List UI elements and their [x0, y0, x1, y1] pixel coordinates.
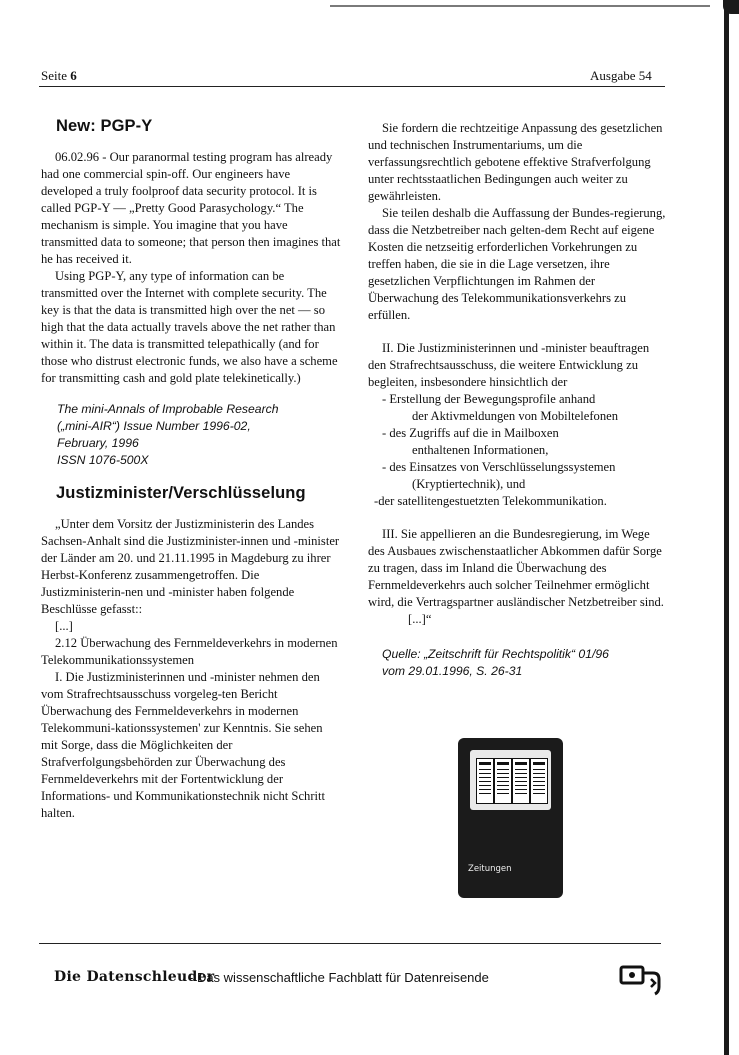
list-item: - Erstellung der Bewegungsprofile anhand [382, 392, 596, 406]
citation [57, 401, 341, 469]
source-citation [382, 646, 668, 680]
scan-right-edge [724, 0, 729, 1055]
right-column [368, 120, 668, 680]
paragraph: III. Sie appellieren an die Bundesregierung, im Wege des Ausbaues zwischenstaatlicher Abkommen dafür Sorge zu tragen, dass im Inland die Überwachung des Fernmeldeverkehrs auch solcher Teilnehmer ermöglicht wird, die Vertragspartner ausländischer Netzbetreiber sind. [368, 527, 664, 609]
article-title-pgp-y: New: PGP-Y [56, 117, 153, 135]
scan-corner-mark [723, 0, 739, 14]
citation-line: February, 1996 [57, 436, 139, 450]
paragraph: I. Die Justizministerinnen und -minister nehmen den vom Strafrechtsausschuss vorgeleg-ten Bericht Überwachung des Fernmeldeverkehrs in modernen Telekommuni-kationssystemen' zur Kenntnis. Sie sehen mit Sorge, dass die Möglichkeiten der Strafverfolgungsbehörden zur Überwachung des Fernmeldeverkehrs mit der Fortentwicklung der Informations- und Kommunikationstechnik nicht Schritt halten. [41, 670, 326, 820]
citation-line: ISSN 1076-500X [57, 453, 149, 467]
paragraph: 06.02.96 - Our paranormal testing program has already had one commercial spin-off. Our engineers have developed a truly foolproof data security protocol. It is called PGP-Y — „Pretty Good Parasychology.“ The mechanism is simple. You imagine that you have transmitted data to someone; that person then imagines that he has received it. [41, 150, 341, 266]
paragraph: II. Die Justizministerinnen und -minister beauftragen den Strafrechtsausschuss, die weitere Entwicklung zu begleiten, insbesondere hinsichtlich der [368, 341, 650, 389]
icon-label: Zeitungen [468, 864, 512, 874]
paragraph: 2.12 Überwachung des Fernmeldeverkehrs in modernen Telekommunikationssystemen [41, 636, 338, 667]
list-item-continuation: (Kryptiertechnik), und [412, 477, 526, 491]
zeitungen-icon[interactable] [458, 738, 563, 898]
paragraph: Using PGP-Y, any type of information can be transmitted over the Internet with complete security. The key is that the data is transmitted high over the net — so high that the data actually travels above the net rather than within it. The data is transmitted telepathically (and for those who distrust electronic funds, we also have a scheme for transmitting cash and gold plate telekinetically.) [41, 269, 338, 385]
footer-tagline: - Das wissenschaftliche Fachblatt für Datenreisende [189, 970, 489, 985]
footer-rule [39, 943, 661, 944]
issue-label: Ausgabe 54 [590, 68, 652, 83]
citation-line: Quelle: „Zeitschrift für Rechtspolitik“ 01/96 [382, 647, 609, 661]
list-item: -der satellitengestuetzten Telekommunikation. [374, 494, 607, 508]
list-item-continuation: der Aktivmeldungen von Mobiltelefonen [412, 409, 619, 423]
list-item: - des Einsatzes von Verschlüsselungssystemen [382, 460, 616, 474]
left-column [41, 118, 341, 822]
citation-line: vom 29.01.1996, S. 26-31 [382, 664, 523, 678]
closing-ellipsis: [...]“ [408, 612, 432, 626]
bullet-list [368, 391, 668, 510]
scan-edge-line [330, 5, 710, 7]
citation-line: The mini-Annals of Improbable Research [57, 402, 279, 416]
citation-line: („mini-AIR“) Issue Number 1996-02, [57, 419, 251, 433]
page-prefix: Seite [41, 68, 67, 83]
header-rule [39, 86, 665, 87]
newspaper-icon [470, 750, 551, 810]
footer-brand: Die Datenschleuder [54, 969, 215, 985]
paragraph: „Unter dem Vorsitz der Justizministerin des Landes Sachsen-Anhalt sind die Justizminister-innen und -minister der Länder am 20. und 21.11.1995 in Magdeburg zu ihrer Herbst-Konferenz zusammengetroffen. Die Justizministerin-nen und -minister haben folgende Beschlüsse gefasst:: [41, 517, 340, 616]
paragraph: Sie fordern die rechtzeitige Anpassung des gesetzlichen und technischen Instrumentariums, um die verfassungsrechtlich gebotene effektive Strafverfolgung unter rechtsstaatlichen Bedingungen auch weiter zu gewährleisten. [368, 121, 663, 203]
article-title-justizminister: Justizminister/Verschlüsselung [56, 484, 306, 502]
paragraph: Sie teilen deshalb die Auffassung der Bundes-regierung, dass die Netzbetreiber nach gelten-dem Recht auf eigene Kosten die netzseitig erforderlichen Vorkehrungen zu treffen haben, die sie in die Lage versetzen, ihre gesetzlichen Verpflichtungen im Rahmen der Überwachung des Telekommunikationsverkehrs zu erfüllen. [368, 206, 666, 322]
list-item: - des Zugriffs auf die in Mailboxen [382, 426, 559, 440]
page-number [41, 68, 77, 84]
list-item-continuation: enthaltenen Informationen, [412, 443, 549, 457]
chaos-knoten-icon [618, 961, 664, 999]
ellipsis: [...] [55, 619, 73, 633]
page-number-value: 6 [70, 68, 77, 83]
